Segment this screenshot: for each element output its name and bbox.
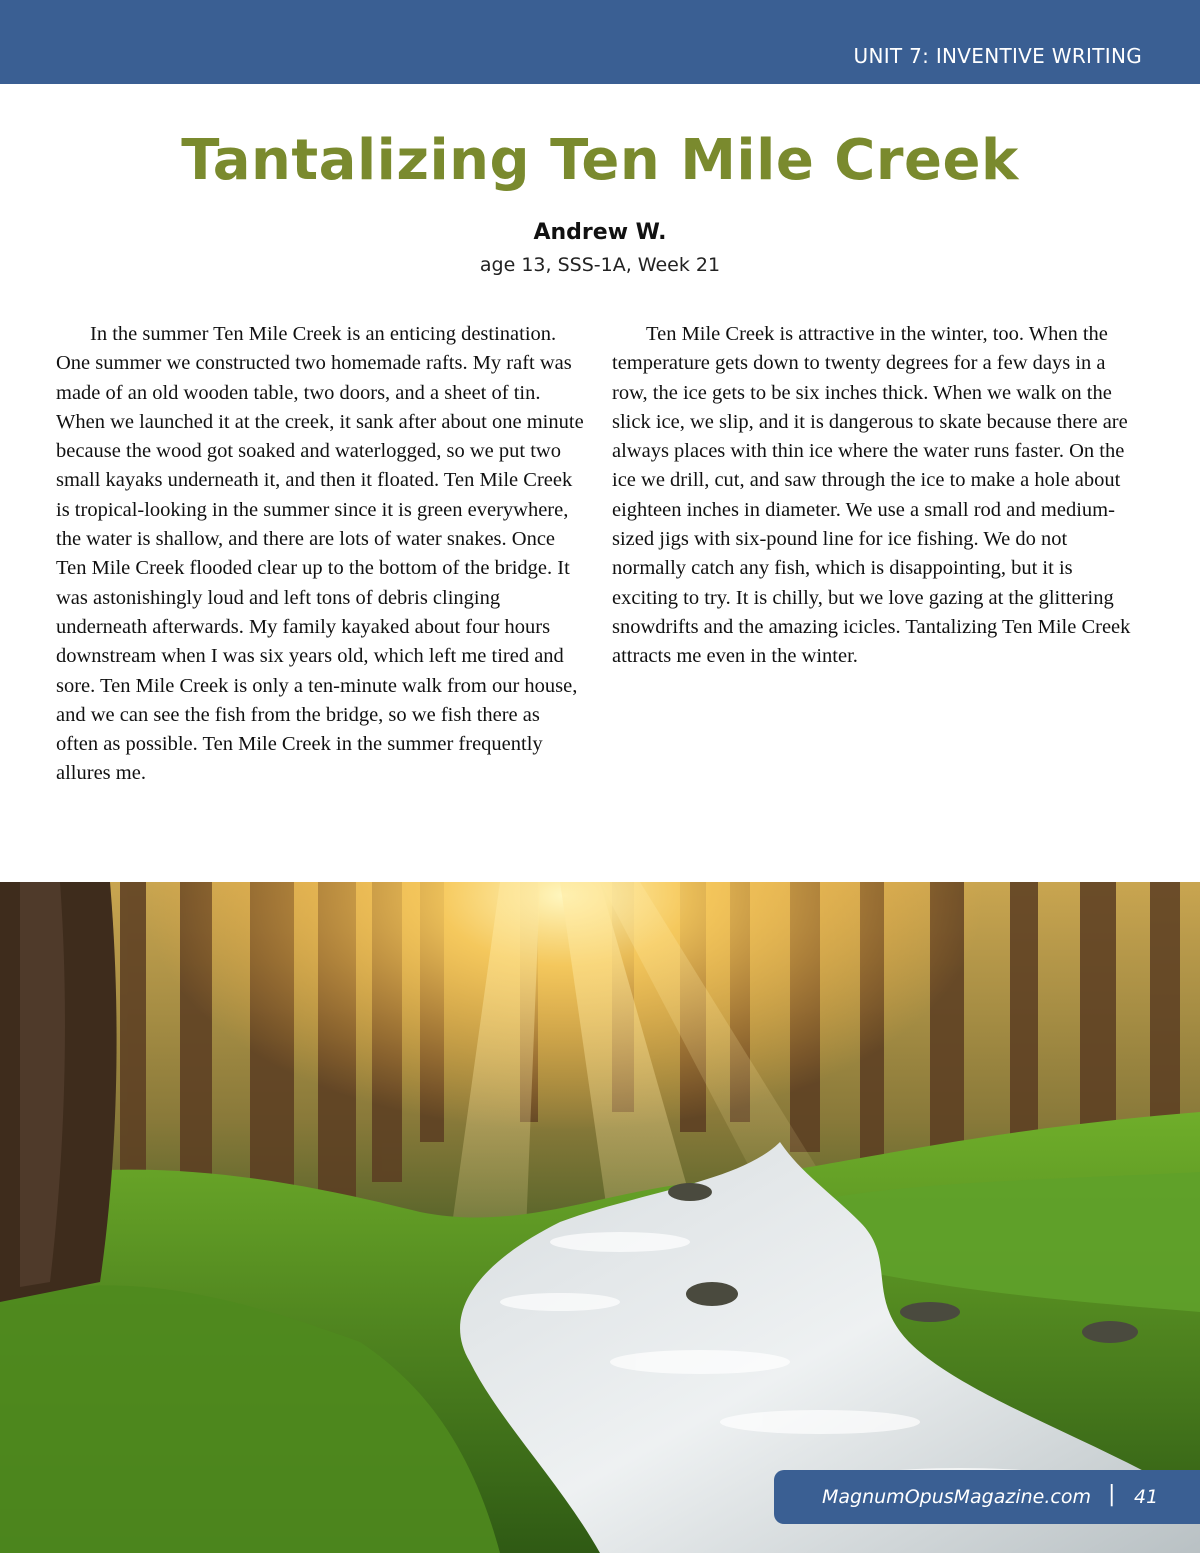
footer-separator: | bbox=[1108, 1482, 1116, 1507]
article-paragraph-summer: In the summer Ten Mile Creek is an enticing destination. One summer we constructed two homemade rafts. My raft was made of an old wooden table, two doors, and a sheet of tin. When we launched it at the creek, it sank after about one minute because the wood got soaked and waterlogged, so we put two small kayaks underneath it, and then it floated. Ten Mile Creek is tropical-looking in the summer since it is green everywhere, the water is shallow, and there are lots of water snakes. Once Ten Mile Creek flooded clear up to the bottom of the bridge. It was astonishingly loud and left tons of debris clinging underneath afterwards. My family kayaked about four hours downstream when I was six years old, which left me tired and sore. Ten Mile Creek is only a ten-minute walk from our house, and we can see the fish from the bridge, so we fish there as often as possible. Ten Mile Creek in the summer frequently allures me. bbox=[56, 323, 584, 785]
page-number: 41 bbox=[1134, 1486, 1159, 1508]
unit-label: UNIT 7: INVENTIVE WRITING bbox=[853, 44, 1142, 68]
footer-tab bbox=[774, 1470, 1200, 1524]
author-name: Andrew W. bbox=[533, 220, 667, 245]
footer-site-link[interactable]: MagnumOpusMagazine.com bbox=[822, 1486, 1091, 1508]
forest-creek-photo bbox=[0, 882, 1200, 1553]
author-byline: age 13, SSS-1A, Week 21 bbox=[479, 254, 721, 276]
article-paragraph-winter: Ten Mile Creek is attractive in the winter, too. When the temperature gets down to twenty degrees for a few days in a row, the ice gets to be six inches thick. When we walk on the slick ice, we slip, and it is dangerous to skate because there are always places with thin ice where the water runs faster. On the ice we drill, cut, and saw through the ice to make a hole about eighteen inches in diameter. We use a small rod and medium-sized jigs with six-pound line for ice fishing. We do not normally catch any fish, which is disappointing, but it is exciting to try. It is chilly, but we love gazing at the glittering snowdrifts and the amazing icicles. Tantalizing Ten Mile Creek attracts me even in the winter. bbox=[612, 323, 1131, 668]
article-title: Tantalizing Ten Mile Creek bbox=[181, 128, 1019, 193]
header-bar bbox=[0, 0, 1200, 84]
